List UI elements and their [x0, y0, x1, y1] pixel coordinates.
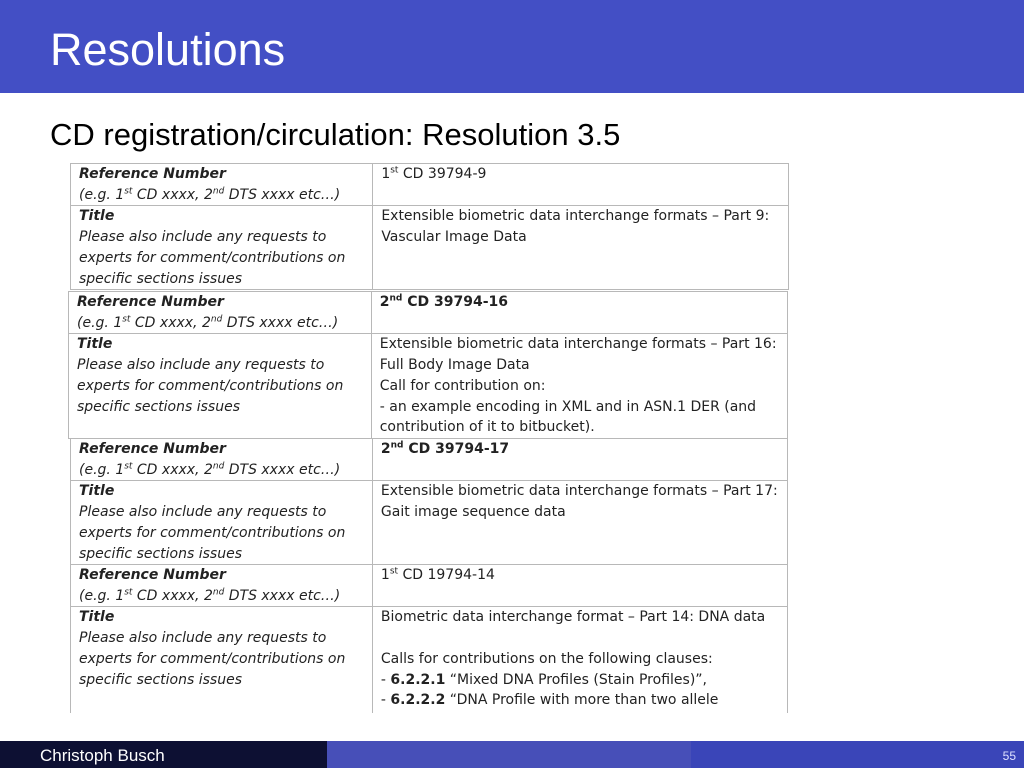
resolution-table-1	[70, 163, 789, 290]
title-bar	[0, 0, 1024, 93]
reference-value: 2nd CD 39794-17	[380, 440, 510, 457]
footer-author: Christoph Busch	[40, 746, 165, 765]
title-label: Title	[77, 336, 113, 353]
title-label: Title	[79, 609, 115, 626]
slide-subtitle: CD registration/circulation: Resolution 3.5	[50, 117, 621, 152]
reference-hint: (e.g. 1st CD xxxx, 2nd DTS xxxx etc…)	[77, 314, 339, 331]
title-label-cell	[71, 481, 373, 565]
title-note: Please also include any requests to	[79, 504, 327, 521]
spacer	[381, 628, 779, 649]
reference-value-cell	[371, 292, 787, 334]
reference-label: Reference Number	[79, 166, 226, 182]
table-row	[71, 565, 788, 607]
table-row	[69, 334, 788, 439]
clause-line: - 6.2.2.2 “DNA Profile with more than two allele	[380, 692, 719, 709]
title-note: specific sections issues	[79, 545, 242, 562]
table-row	[71, 164, 789, 206]
table-crop-cover	[60, 713, 800, 741]
resolution-table-4	[70, 564, 788, 733]
title-note: Please also include any requests to	[79, 229, 327, 246]
reference-value-cell	[372, 565, 787, 607]
reference-label-cell	[71, 439, 373, 481]
title-value-line: Full Body Image Data	[379, 357, 530, 374]
title-value-line: Biometric data interchange format – Part 14: DNA data	[380, 609, 766, 626]
reference-value-cell	[373, 164, 789, 206]
slide-title: Resolutions	[50, 24, 286, 75]
reference-label-cell	[71, 565, 373, 607]
table-row	[71, 481, 788, 565]
page-number: 55	[1002, 749, 1016, 763]
table-row	[71, 206, 789, 290]
table-row	[71, 439, 788, 481]
title-label-cell	[71, 206, 373, 290]
title-value-line: Gait image sequence data	[380, 504, 566, 521]
title-note: specific sections issues	[79, 270, 242, 287]
reference-value: 1st CD 39794-9	[381, 165, 487, 182]
title-note: experts for comment/contributions on	[77, 377, 344, 394]
title-value-line: Extensible biometric data interchange formats – Part 17:	[380, 483, 778, 500]
footer-right-band	[691, 741, 1024, 768]
title-note: Please also include any requests to	[77, 357, 325, 374]
reference-value: 1st CD 19794-14	[380, 566, 495, 583]
table-row	[69, 292, 788, 334]
title-label-cell	[69, 334, 372, 439]
resolution-table-3	[70, 438, 788, 565]
clause-line: - 6.2.2.1 “Mixed DNA Profiles (Stain Profiles)”,	[380, 671, 707, 688]
reference-value: 2nd CD 39794-16	[379, 293, 508, 310]
reference-label: Reference Number	[79, 567, 226, 583]
title-note: experts for comment/contributions on	[79, 650, 346, 667]
reference-label-cell	[71, 164, 373, 206]
title-value-line: Call for contribution on:	[379, 377, 546, 394]
title-note: experts for comment/contributions on	[79, 249, 346, 266]
title-value-line: Vascular Image Data	[381, 229, 527, 246]
reference-label-cell	[69, 292, 372, 334]
footer-middle-band	[327, 741, 691, 768]
title-value-cell	[373, 206, 789, 290]
title-value-line: - an example encoding in XML and in ASN.1 DER (and	[379, 398, 757, 415]
title-note: experts for comment/contributions on	[79, 524, 346, 541]
title-value-line: contribution of it to bitbucket).	[379, 419, 595, 436]
title-note: Please also include any requests to	[79, 630, 327, 647]
title-value-line: Extensible biometric data interchange formats – Part 16:	[379, 336, 777, 353]
title-value-line: Extensible biometric data interchange formats – Part 9:	[381, 208, 770, 225]
reference-label: Reference Number	[79, 441, 226, 457]
title-note: specific sections issues	[77, 398, 240, 415]
resolution-table-2	[68, 291, 788, 439]
title-note: specific sections issues	[79, 671, 242, 688]
title-value-cell	[371, 334, 787, 439]
calls-heading: Calls for contributions on the following clauses:	[380, 650, 713, 667]
reference-hint: (e.g. 1st CD xxxx, 2nd DTS xxxx etc…)	[79, 587, 341, 604]
reference-hint: (e.g. 1st CD xxxx, 2nd DTS xxxx etc…)	[79, 186, 341, 203]
reference-value-cell	[372, 439, 787, 481]
title-label: Title	[79, 208, 115, 225]
reference-label: Reference Number	[77, 294, 224, 310]
reference-hint: (e.g. 1st CD xxxx, 2nd DTS xxxx etc…)	[79, 461, 341, 478]
title-label: Title	[79, 483, 115, 500]
title-value-cell	[372, 481, 787, 565]
